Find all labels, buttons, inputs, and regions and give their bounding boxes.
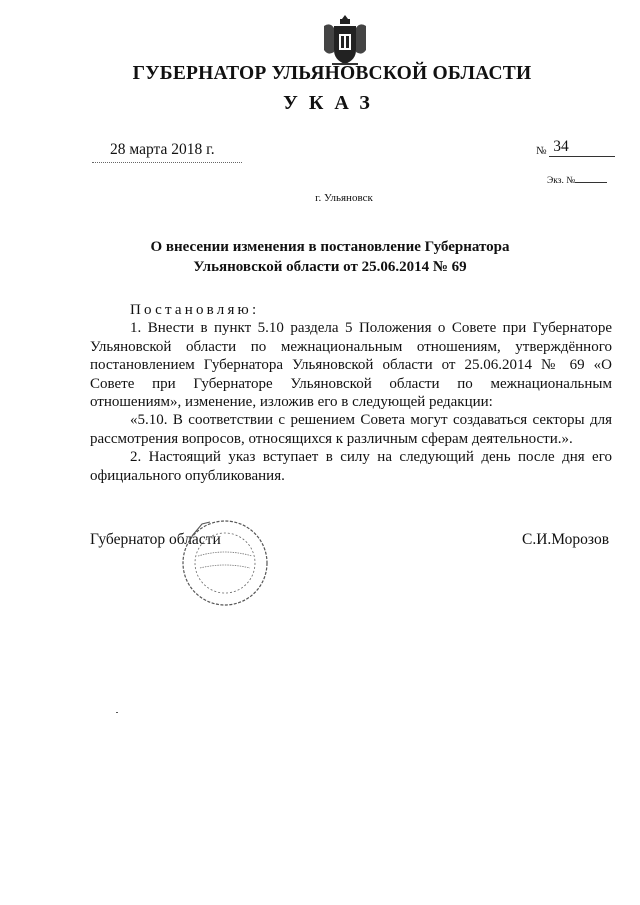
title-line-1: О внесении изменения в постановление Губернатора bbox=[150, 239, 510, 255]
paragraph-2: «5.10. В соответствии с решением Совета могут создаваться секторы для рассмотрения вопросов, относящихся к различным сферам деятельности.». bbox=[90, 412, 612, 447]
official-seal-stamp-icon bbox=[180, 518, 270, 608]
number-value: 34 bbox=[549, 138, 615, 157]
signatory-name: С.И.Морозов bbox=[522, 531, 610, 548]
document-title bbox=[120, 237, 540, 277]
issuing-authority: ГУБЕРНАТОР УЛЬЯНОВСКОЙ ОБЛАСТИ bbox=[132, 63, 532, 84]
copy-number-blank bbox=[575, 173, 607, 183]
ulyanovsk-coat-of-arms-icon bbox=[320, 12, 370, 68]
city: г. Ульяновск bbox=[315, 192, 373, 204]
signatory-title: Губернатор области bbox=[90, 531, 221, 548]
number-sign: № bbox=[536, 145, 547, 157]
title-line-2: Ульяновской области от 25.06.2014 № 69 bbox=[193, 259, 467, 275]
paragraph-1: 1. Внести в пункт 5.10 раздела 5 Положения о Совете при Губернаторе Ульяновской области по межнациональным отношениям, утверждённого постановлением Губернатора Ульяновской области от 25.06.2014 № 69 «О Совете при Губернаторе Ульяновской области по межнациональным отношениям», изменение, изложив его в следующей редакции: bbox=[90, 320, 612, 411]
document-body bbox=[90, 301, 612, 485]
scan-speck bbox=[116, 712, 118, 713]
copy-label: Экз. № bbox=[547, 176, 576, 186]
copy-number bbox=[547, 173, 607, 186]
document-number bbox=[536, 138, 615, 157]
document-type: УКАЗ bbox=[283, 92, 381, 114]
document-date: 28 марта 2018 г. bbox=[110, 141, 215, 158]
opener: Постановляю: bbox=[130, 302, 260, 318]
date-underline bbox=[92, 162, 242, 163]
paragraph-3: 2. Настоящий указ вступает в силу на следующий день после дня его официального опубликования. bbox=[90, 449, 612, 484]
